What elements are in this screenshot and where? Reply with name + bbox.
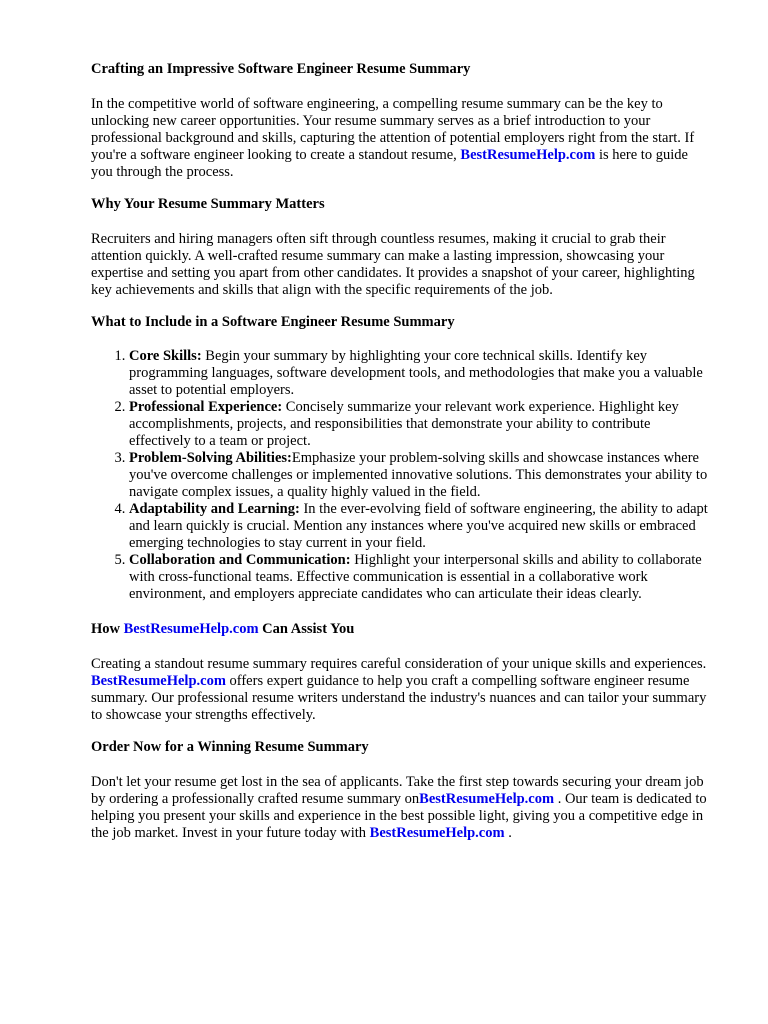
list-item — [129, 501, 708, 552]
intro-text-end: is here to guide you through the process. — [91, 147, 688, 180]
order-text: Don't let your resume get lost in the sea of applicants. Take the first step towards securing your dream job by ordering a professionally crafted resume summary on — [91, 774, 704, 807]
assist-text-end: offers expert guidance to help you craft a compelling software engineer resume summary. Our professional resume writers understand the industry's nuances and can tailor your summary to showcase your strengths effectively. — [91, 673, 707, 723]
list-item-label: Collaboration and Communication: — [129, 552, 351, 568]
assist-heading-link[interactable]: BestResumeHelp.com — [123, 621, 259, 637]
list-item-text: Highlight your interpersonal skills and ability to collaborate with cross-functional teams. Effective communication is essential in a collaborative work environment, and employers appreciate candidates who can articulate their ideas clearly. — [129, 552, 702, 602]
include-heading: What to Include in a Software Engineer Resume Summary — [91, 314, 455, 330]
why-heading: Why Your Resume Summary Matters — [91, 196, 325, 212]
order-link-2[interactable]: BestResumeHelp.com — [369, 825, 505, 841]
assist-heading — [91, 621, 708, 638]
list-item — [129, 399, 708, 450]
order-heading: Order Now for a Winning Resume Summary — [91, 739, 369, 755]
order-paragraph — [91, 774, 708, 842]
intro-text: In the competitive world of software engineering, a compelling resume summary can be the key to unlocking new career opportunities. Your resume summary serves as a brief introduction to your professional background and skills, capturing the attention of potential employers right from the start. If you're a software engineer looking to create a standout resume, — [91, 96, 695, 163]
list-item-label: Core Skills: — [129, 348, 202, 364]
list-item-label: Problem-Solving Abilities: — [129, 450, 292, 466]
include-list — [91, 348, 708, 603]
assist-link[interactable]: BestResumeHelp.com — [91, 673, 226, 689]
page-title: Crafting an Impressive Software Engineer Resume Summary — [91, 61, 471, 77]
assist-paragraph — [91, 656, 708, 724]
list-item-text: Begin your summary by highlighting your core technical skills. Identify key programming languages, software development tools, and methodologies that make you a valuable asset to potential employers. — [129, 348, 703, 398]
list-item — [129, 450, 708, 501]
intro-paragraph — [91, 96, 708, 181]
order-text-end: . — [504, 825, 512, 841]
list-item — [129, 348, 708, 399]
list-item — [129, 552, 708, 603]
order-text-middle: . Our team is dedicated to helping you present your skills and experience in the best possible light, giving you a competitive edge in the job market. Invest in your future today with — [91, 791, 707, 841]
list-item-text: Emphasize your problem-solving skills and showcase instances where you've overcome challenges or implemented innovative solutions. This demonstrates your ability to navigate complex issues, a quality highly valued in the field. — [129, 450, 708, 500]
assist-heading-text: How — [91, 621, 124, 637]
list-item-text: In the ever-evolving field of software engineering, the ability to adapt and learn quickly is crucial. Mention any instances where you've acquired new skills or embraced emerging technologies to stay current in your field. — [129, 501, 708, 551]
list-item-label: Professional Experience: — [129, 399, 283, 415]
assist-text: Creating a standout resume summary requires careful consideration of your unique skills and experiences. — [91, 656, 707, 672]
assist-heading-text-end: Can Assist You — [258, 621, 355, 637]
intro-link[interactable]: BestResumeHelp.com — [460, 147, 596, 163]
list-item-label: Adaptability and Learning: — [129, 501, 300, 517]
order-link-1[interactable]: BestResumeHelp.com — [419, 791, 555, 807]
why-paragraph: Recruiters and hiring managers often sift through countless resumes, making it crucial to grab their attention quickly. A well-crafted resume summary can make a lasting impression, showcasing your expertise and setting you apart from other candidates. It provides a snapshot of your career, highlighting key achievements and skills that align with the specific requirements of the job. — [91, 231, 695, 298]
list-item-text: Concisely summarize your relevant work experience. Highlight key accomplishments, projects, and responsibilities that demonstrate your ability to contribute effectively to a team or project. — [129, 399, 679, 449]
